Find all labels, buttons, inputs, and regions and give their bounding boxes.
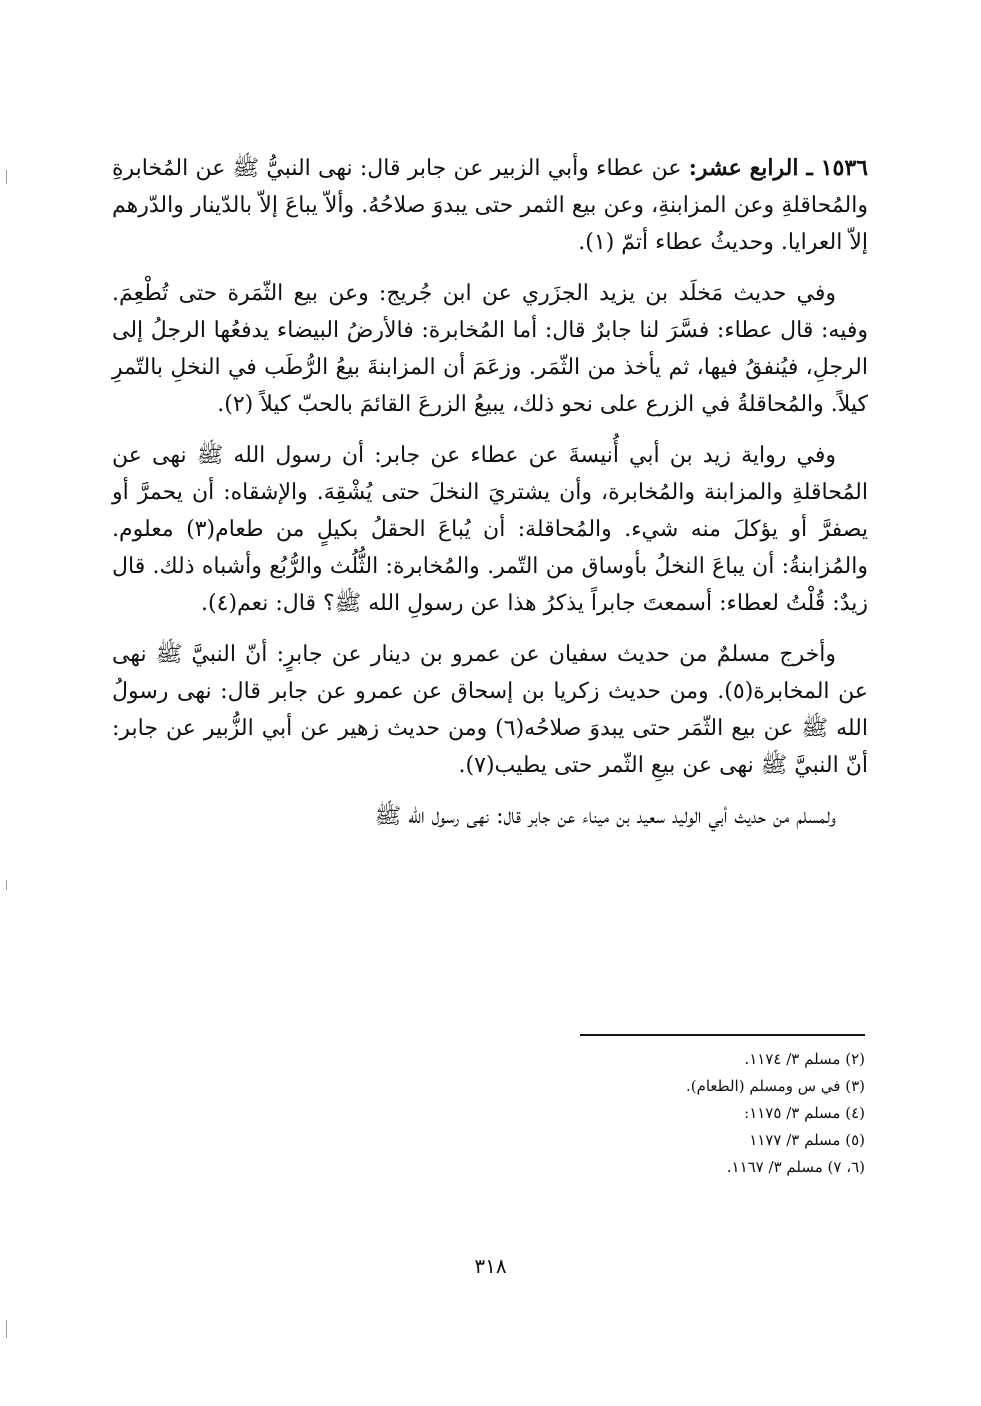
paragraph-text: عن عطاء وأبي الزبير عن جابر قال: نهى النبيُّ ﷺ عن المُخابرةِ والمُحاقلةِ وعن المزابنةِ، وعن بيع الثمر حتى يبدوَ صلاحُهُ. وألاّ يباعَ إلاّ بالدّينار والدّرهم إلاّ العرايا. وحديثُ عطاء أتمّ (١). (112, 156, 868, 255)
paragraph-text: وفي رواية زيد بن أبي أُنيسةَ عن عطاء عن جابر: أن رسول الله ﷺ نهى عن المُحاقلةِ والمزابنة والمُخابرة، وأن يشتريَ النخلَ حتى يُشْقِهَ. والإشقاه: أن يحمرَّ أو يصفرَّ أو يؤكلَ منه شيء. والمُحاقلة: أن يُباعَ الحقلُ بكيلٍ من طعام(٣) معلوم. والمُزابنةُ: أن يباعَ النخلُ بأوساق من التّمر. والمُخابرة: الثُّلُث والرُّبُع وأشباه ذلك. قال زيدٌ: قُلْتُ لعطاء: أسمعتَ جابراً يذكرُ هذا عن رسولِ الله ﷺ؟ قال: نعم(٤). (112, 443, 868, 616)
main-text (112, 150, 868, 849)
entry-heading: ١٥٣٦ ـ الرابع عشر: (688, 155, 868, 181)
footnote-item: (٢) مسلم ٣/ ١١٧٤. (744, 1050, 865, 1068)
footnote-item: (٣) في س ومسلم (الطعام). (685, 1077, 865, 1095)
page-number: ٣١٨ (474, 1254, 507, 1278)
footnote-item: (٦، ٧) مسلم ٣/ ١١٦٧. (726, 1158, 865, 1176)
scan-edge-mark (6, 170, 7, 184)
paragraph-text: ولمسلم من حديث أبي الوليد سعيد بن ميناء عن جابر قال: نهى رسول الله ﷺ (374, 804, 836, 829)
paragraph-1 (112, 150, 868, 261)
paragraph-text: وفي حديث مَخلَد بن يزيد الجزَري عن ابن جُريج: وعن بيع الثّمَرة حتى تُطْعِمَ. وفيه: قال عطاء: فسَّرَ لنا جابرٌ قال: أما المُخابرة: فالأرضُ البيضاء يدفعُها الرجلُ إلى الرجلِ، فيُنفقُ فيها، ثم يأخذ من الثّمَر. وزعَمَ أن المزابنةَ بيعُ الرُّطَب في النخلِ بالتّمرِ كيلاً. والمُحاقلةُ في الزرع على نحو ذلك، يبيعُ الزرعَ القائمَ بالحبّ كيلاً (٢). (112, 281, 868, 417)
footnote-item: (٤) مسلم ٣/ ١١٧٥: (744, 1104, 865, 1122)
paragraph-2 (112, 275, 868, 423)
paragraph-3 (112, 437, 868, 622)
footnote-divider (580, 1034, 865, 1036)
footnotes (445, 1046, 865, 1181)
paragraph-4 (112, 636, 868, 784)
paragraph-5 (112, 798, 868, 835)
paragraph-text: وأخرج مسلمٌ من حديث سفيان عن عمرو بن دينار عن جابرٍ: أنّ النبيَّ ﷺ نهى عن المخابرة(٥). ومن حديث زكريا بن إسحاق عن عمرو عن جابر قال: نهى رسولُ الله ﷺ عن بيع الثّمَر حتى يبدوَ صلاحُه(٦) ومن حديث زهير عن أبي الزُّبير عن جابر: أنّ النبيَّ ﷺ نهى عن بيعِ الثّمر حتى يطيب(٧). (112, 642, 869, 778)
footnote-item: (٥) مسلم ٣/ ١١٧٧ (749, 1131, 865, 1149)
scan-edge-mark (6, 1320, 7, 1338)
scan-edge-mark (6, 880, 7, 890)
